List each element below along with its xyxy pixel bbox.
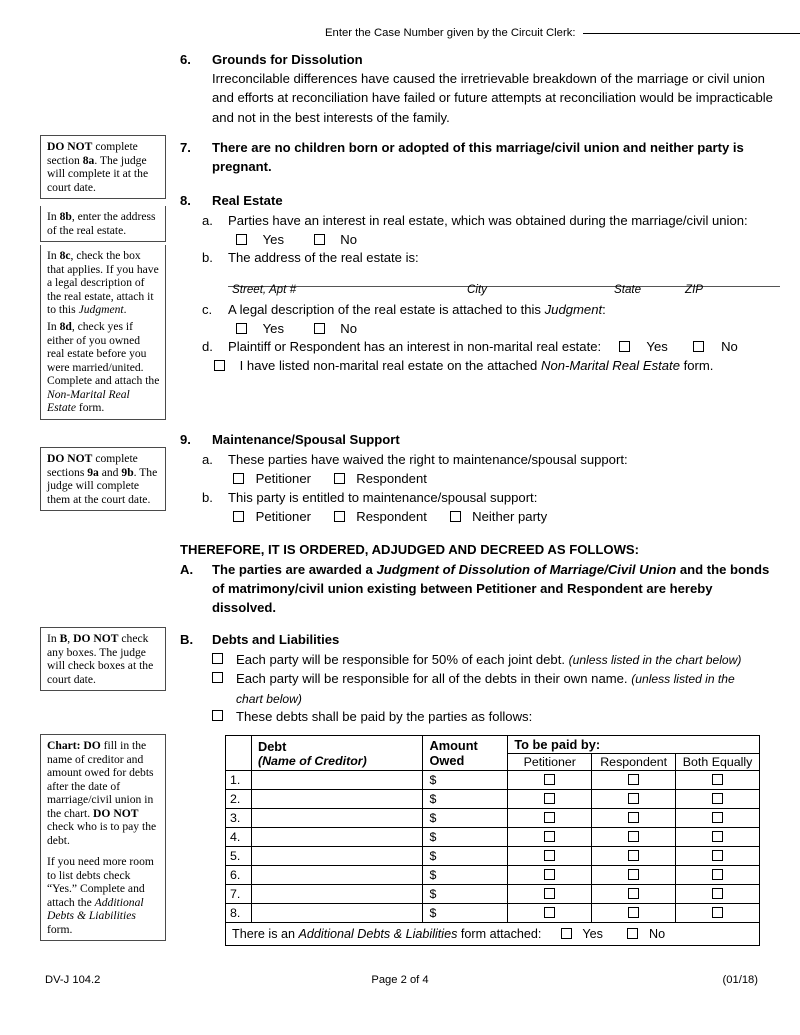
note-b-comma: , [67, 632, 74, 645]
row-cell-both [676, 866, 760, 885]
section-8b [180, 248, 780, 267]
row-cell-both [676, 847, 760, 866]
header-amount-line1: Amount [429, 738, 478, 753]
note-chart-emph1: Chart: DO [47, 739, 101, 752]
note-8b-ref: 8b [59, 210, 72, 223]
additional-form-name: Additional Debts & Liabilities [298, 927, 458, 941]
label-B-opt3: These debts shall be paid by the parties as follows: [236, 709, 533, 724]
row-amount-input[interactable]: $ [423, 828, 508, 847]
section-8a [180, 211, 780, 230]
note-b-ref: B [59, 632, 68, 645]
row-cell-petitioner [508, 885, 592, 904]
section-8c-options [180, 319, 780, 338]
row-debt-input[interactable] [251, 866, 423, 885]
header-debt-sub: (Name of Creditor) [257, 753, 367, 768]
section-B-option-2 [180, 669, 780, 709]
label-nonmarital-text2: form. [679, 358, 714, 373]
section-9b-letter: b. [202, 490, 213, 505]
footer-revision: (01/18) [722, 974, 758, 986]
case-number-label: Enter the Case Number given by the Circuit Clerk: [325, 27, 576, 39]
row-cell-petitioner [508, 809, 592, 828]
therefore-heading: THEREFORE, IT IS ORDERED, ADJUDGED AND DECREED AS FOLLOWS: [180, 542, 640, 557]
row-debt-input[interactable] [251, 790, 423, 809]
row-cell-both [676, 885, 760, 904]
table-row [226, 847, 760, 866]
footer-form-id: DV-J 104.2 [45, 974, 101, 986]
section-8b-letter: b. [202, 250, 213, 265]
row-cell-petitioner [508, 866, 592, 885]
header-cell-number [226, 736, 252, 771]
section-7 [180, 138, 780, 176]
additional-form-text2: form attached: [457, 927, 542, 941]
section-9a-letter: a. [202, 452, 213, 467]
section-8b-text: The address of the real estate is: [228, 250, 419, 265]
checkbox-row-petitioner[interactable] [544, 850, 555, 861]
note-9-emph: DO NOT [47, 452, 93, 465]
section-8-nonmarital-line [180, 356, 780, 375]
checkbox-row-both[interactable] [712, 869, 723, 880]
header-cell-petitioner: Petitioner [508, 754, 592, 771]
section-B-option-3 [180, 707, 780, 726]
checkbox-additional-no[interactable] [627, 928, 638, 939]
table-row [226, 771, 760, 790]
section-A-letter: A. [180, 562, 194, 577]
checkbox-8a-no[interactable] [314, 234, 325, 245]
note-8c [40, 245, 166, 322]
note-8d-form-name: Non-Marital Real Estate [47, 387, 130, 415]
header-cell-amount [423, 736, 508, 771]
section-9a-text: These parties have waived the right to maintenance/spousal support: [228, 452, 628, 467]
row-amount-input[interactable]: $ [423, 809, 508, 828]
section-B-option-1 [180, 650, 780, 670]
note-9-text2: . The judge will complete them at the court date. [47, 465, 158, 506]
section-6-body: Irreconcilable differences have caused the irretrievable breakdown of the marriage or civil union and efforts at reconciliation have failed or future attempts at reconciliation would be impracticable and not in the best interests of the family. [212, 71, 773, 125]
section-B-letter: B. [180, 632, 194, 647]
checkbox-row-both[interactable] [712, 793, 723, 804]
row-debt-input[interactable] [251, 885, 423, 904]
label-8c-yes: Yes [262, 321, 285, 336]
note-additional-text2: form. [47, 922, 73, 936]
header-cell-both-equally: Both Equally [676, 754, 760, 771]
checkbox-row-respondent[interactable] [628, 850, 639, 861]
note-8b-text1: In [47, 210, 60, 223]
note-8d [40, 316, 166, 420]
row-debt-input[interactable] [251, 771, 423, 790]
row-cell-respondent [592, 790, 676, 809]
note-8c-ref: 8c [59, 249, 71, 262]
section-9b-options [180, 507, 780, 526]
label-9b-neither: Neither party [472, 509, 548, 524]
row-cell-respondent [592, 847, 676, 866]
section-8c [180, 300, 780, 319]
table-footer-row [226, 923, 760, 946]
section-9b [180, 488, 780, 507]
note-8b [40, 206, 166, 242]
label-9a-petitioner: Petitioner [255, 471, 311, 486]
note-9 [40, 447, 166, 511]
table-row [226, 866, 760, 885]
header-cell-respondent: Respondent [592, 754, 676, 771]
row-cell-both [676, 809, 760, 828]
note-9-and: and [98, 465, 122, 479]
note-8b-text2: , enter the address of the real estate. [47, 210, 156, 237]
row-amount-input[interactable]: $ [423, 847, 508, 866]
section-8d [180, 337, 780, 356]
row-number: 6. [226, 866, 252, 885]
note-8c-text1: In [47, 249, 60, 262]
section-8-title: Real Estate [212, 193, 283, 208]
checkbox-row-petitioner[interactable] [544, 774, 555, 785]
label-8a-yes: Yes [262, 232, 285, 247]
label-9b-petitioner: Petitioner [255, 509, 311, 524]
checkbox-row-both[interactable] [712, 831, 723, 842]
section-8d-letter: d. [202, 339, 213, 354]
section-B [180, 630, 780, 649]
row-number: 8. [226, 904, 252, 923]
label-8d-yes: Yes [646, 339, 668, 354]
label-8c-no: No [340, 321, 358, 336]
note-9-ref-a: 9a [87, 465, 99, 479]
row-cell-petitioner [508, 790, 592, 809]
note-8d-text1: In [47, 320, 60, 333]
table-row [226, 885, 760, 904]
note-additional-text1: If you need more room to list debts check “Yes.” Complete and attach the [47, 855, 154, 909]
row-amount-input[interactable]: $ [423, 866, 508, 885]
note-b-text1: In [47, 632, 60, 645]
label-nonmarital-text1: I have listed non-marital real estate on the attached [239, 358, 541, 373]
section-7-number: 7. [180, 140, 191, 155]
checkbox-9a-respondent[interactable] [334, 473, 345, 484]
checkbox-9a-petitioner[interactable] [233, 473, 244, 484]
case-number-header [325, 27, 780, 39]
checkbox-row-respondent[interactable] [628, 812, 639, 823]
row-debt-input[interactable] [251, 828, 423, 847]
additional-form-text1: There is an [232, 927, 299, 941]
checkbox-row-respondent[interactable] [628, 793, 639, 804]
note-chart-text2: check who is to pay the debt. [47, 820, 157, 847]
note-b-text2: check any boxes. The judge will check boxes at the court date. [47, 632, 154, 686]
checkbox-B-fifty-percent[interactable] [212, 653, 223, 664]
checkbox-row-petitioner[interactable] [544, 831, 555, 842]
section-A-text2: and the bonds of matrimony/civil union existing between Petitioner and Respondent are hereby dissolved. [212, 562, 770, 616]
section-A [180, 560, 780, 618]
row-cell-respondent [592, 828, 676, 847]
header-cell-debt [251, 736, 423, 771]
header-cell-paid-by: To be paid by: [508, 736, 760, 754]
note-8a-emph: DO NOT [47, 140, 93, 153]
label-8d-no: No [721, 339, 738, 354]
address-label-state: State [614, 283, 642, 296]
section-A-text1: The parties are awarded a [212, 562, 377, 577]
section-9b-text: This party is entitled to maintenance/spousal support: [228, 490, 538, 505]
row-amount-input[interactable]: $ [423, 790, 508, 809]
section-A-judgment: Judgment of Dissolution of Marriage/Civil Union [376, 562, 677, 577]
case-number-field[interactable] [583, 33, 800, 34]
checkbox-9b-petitioner[interactable] [233, 511, 244, 522]
note-8d-text2: , check yes if either of you owned real estate before you were married/united. Complete and attach the [47, 320, 160, 388]
header-amount-line2: Owed [429, 753, 465, 768]
row-cell-petitioner [508, 828, 592, 847]
row-number: 7. [226, 885, 252, 904]
checkbox-9b-neither[interactable] [450, 511, 461, 522]
note-8a-ref: 8a [82, 153, 95, 167]
row-number: 5. [226, 847, 252, 866]
checkbox-row-both[interactable] [712, 812, 723, 823]
section-8a-letter: a. [202, 213, 213, 228]
row-amount-input[interactable]: $ [423, 885, 508, 904]
row-amount-input[interactable]: $ [423, 904, 508, 923]
note-9-ref-b: 9b [121, 465, 134, 479]
checkbox-row-both[interactable] [712, 774, 723, 785]
row-debt-input[interactable] [251, 809, 423, 828]
label-additional-no: No [648, 927, 666, 941]
row-cell-petitioner [508, 771, 592, 790]
label-9b-respondent: Respondent [356, 509, 427, 524]
checkbox-row-petitioner[interactable] [544, 793, 555, 804]
section-8-number: 8. [180, 193, 191, 208]
label-B-opt1: Each party will be responsible for 50% of each joint debt. [236, 652, 569, 667]
section-8 [180, 191, 780, 210]
checkbox-additional-yes[interactable] [561, 928, 572, 939]
section-8c-letter: c. [202, 302, 213, 317]
section-9-number: 9. [180, 432, 191, 447]
label-8a-no: No [340, 232, 358, 247]
section-6 [180, 50, 780, 127]
checkbox-row-both[interactable] [712, 888, 723, 899]
row-cell-both [676, 790, 760, 809]
note-chart [40, 734, 166, 853]
section-B-title: Debts and Liabilities [212, 632, 340, 647]
note-8d-ref: 8d [59, 320, 72, 333]
note-b-emph: DO NOT [73, 632, 119, 645]
table-row [226, 828, 760, 847]
debts-table [225, 735, 760, 946]
note-8d-text3: form. [75, 401, 105, 415]
note-8a-text2: . The judge will complete it at the court date. [47, 153, 149, 194]
section-6-number: 6. [180, 52, 191, 67]
row-cell-respondent [592, 885, 676, 904]
checkbox-B-as-follows[interactable] [212, 710, 223, 721]
row-cell-respondent [592, 809, 676, 828]
row-cell-respondent [592, 771, 676, 790]
note-8c-judgment: Judgment [78, 303, 124, 317]
table-row [226, 809, 760, 828]
row-cell-both [676, 828, 760, 847]
section-8c-judgment: Judgment [544, 302, 603, 317]
note-8a-text1: complete section [47, 140, 138, 167]
checkbox-8a-yes[interactable] [236, 234, 247, 245]
row-number: 4. [226, 828, 252, 847]
row-number: 2. [226, 790, 252, 809]
note-chart-emph2: DO NOT [93, 806, 139, 820]
label-B-opt2: Each party will be responsible for all of the debts in their own name. [236, 671, 632, 686]
label-B-opt2-note: (unless listed in the chart below) [236, 672, 735, 706]
row-cell-both [676, 904, 760, 923]
row-cell-respondent [592, 904, 676, 923]
row-number: 1. [226, 771, 252, 790]
row-debt-input[interactable] [251, 847, 423, 866]
row-cell-petitioner [508, 904, 592, 923]
note-8a [40, 135, 166, 199]
footer-page-number: Page 2 of 4 [371, 974, 429, 986]
checkbox-row-petitioner[interactable] [544, 869, 555, 880]
address-label-street: Street, Apt # [232, 283, 297, 296]
section-9a-options [180, 469, 780, 488]
checkbox-row-respondent[interactable] [628, 831, 639, 842]
note-8c-text3: . [123, 303, 127, 317]
additional-form-question [226, 923, 760, 946]
section-9-title: Maintenance/Spousal Support [212, 432, 400, 447]
checkbox-row-respondent[interactable] [628, 888, 639, 899]
checkbox-row-both[interactable] [712, 850, 723, 861]
section-6-title: Grounds for Dissolution [212, 52, 363, 67]
section-9 [180, 430, 780, 449]
table-row [226, 904, 760, 923]
section-8c-text1: A legal description of the real estate is attached to this [228, 302, 545, 317]
label-9a-respondent: Respondent [356, 471, 427, 486]
checkbox-row-respondent[interactable] [628, 907, 639, 918]
note-additional-form-name: Additional Debts & Liabilities [47, 895, 144, 923]
note-9-text1: complete sections [47, 452, 138, 479]
checkbox-nonmarital-attached[interactable] [214, 360, 225, 371]
checkbox-row-petitioner[interactable] [544, 907, 555, 918]
row-number: 3. [226, 809, 252, 828]
checkbox-row-petitioner[interactable] [544, 812, 555, 823]
note-8c-text2: , check the box that applies. If you have a legal description of the real estate, attach it to this [47, 249, 159, 317]
label-B-opt1-note: (unless listed in the chart below) [568, 653, 742, 667]
section-8d-text: Plaintiff or Respondent has an interest in non-marital real estate: [228, 339, 602, 354]
label-nonmarital-form: Non-Marital Real Estate [540, 358, 680, 373]
note-b [40, 627, 166, 691]
note-additional [40, 851, 166, 941]
section-9a [180, 450, 780, 469]
row-debt-input[interactable] [251, 904, 423, 923]
table-row [226, 790, 760, 809]
section-7-body: There are no children born or adopted of this marriage/civil union and neither party is pregnant. [212, 140, 744, 175]
checkbox-row-respondent[interactable] [628, 774, 639, 785]
section-8a-text: Parties have an interest in real estate, which was obtained during the marriage/civil union: [228, 213, 748, 228]
row-cell-petitioner [508, 847, 592, 866]
row-cell-respondent [592, 866, 676, 885]
label-additional-yes: Yes [582, 927, 603, 941]
checkbox-8d-no[interactable] [693, 341, 704, 352]
checkbox-8c-yes[interactable] [236, 323, 247, 334]
note-chart-text1: fill in the name of creditor and amount owed for debts after the date of marriage/civil union in the chart. [47, 739, 154, 820]
address-label-city: City [467, 283, 487, 296]
header-debt-title: Debt [257, 738, 287, 754]
checkbox-row-both[interactable] [712, 907, 723, 918]
address-label-zip: ZIP [685, 283, 704, 296]
section-8c-text2: : [602, 302, 606, 317]
row-cell-both [676, 771, 760, 790]
checkbox-row-petitioner[interactable] [544, 888, 555, 899]
table-header-row [226, 736, 760, 754]
section-8a-options [180, 230, 780, 249]
checkbox-B-own-name[interactable] [212, 672, 223, 683]
checkbox-8c-no[interactable] [314, 323, 325, 334]
checkbox-8d-yes[interactable] [619, 341, 630, 352]
checkbox-9b-respondent[interactable] [334, 511, 345, 522]
checkbox-row-respondent[interactable] [628, 869, 639, 880]
row-amount-input[interactable]: $ [423, 771, 508, 790]
